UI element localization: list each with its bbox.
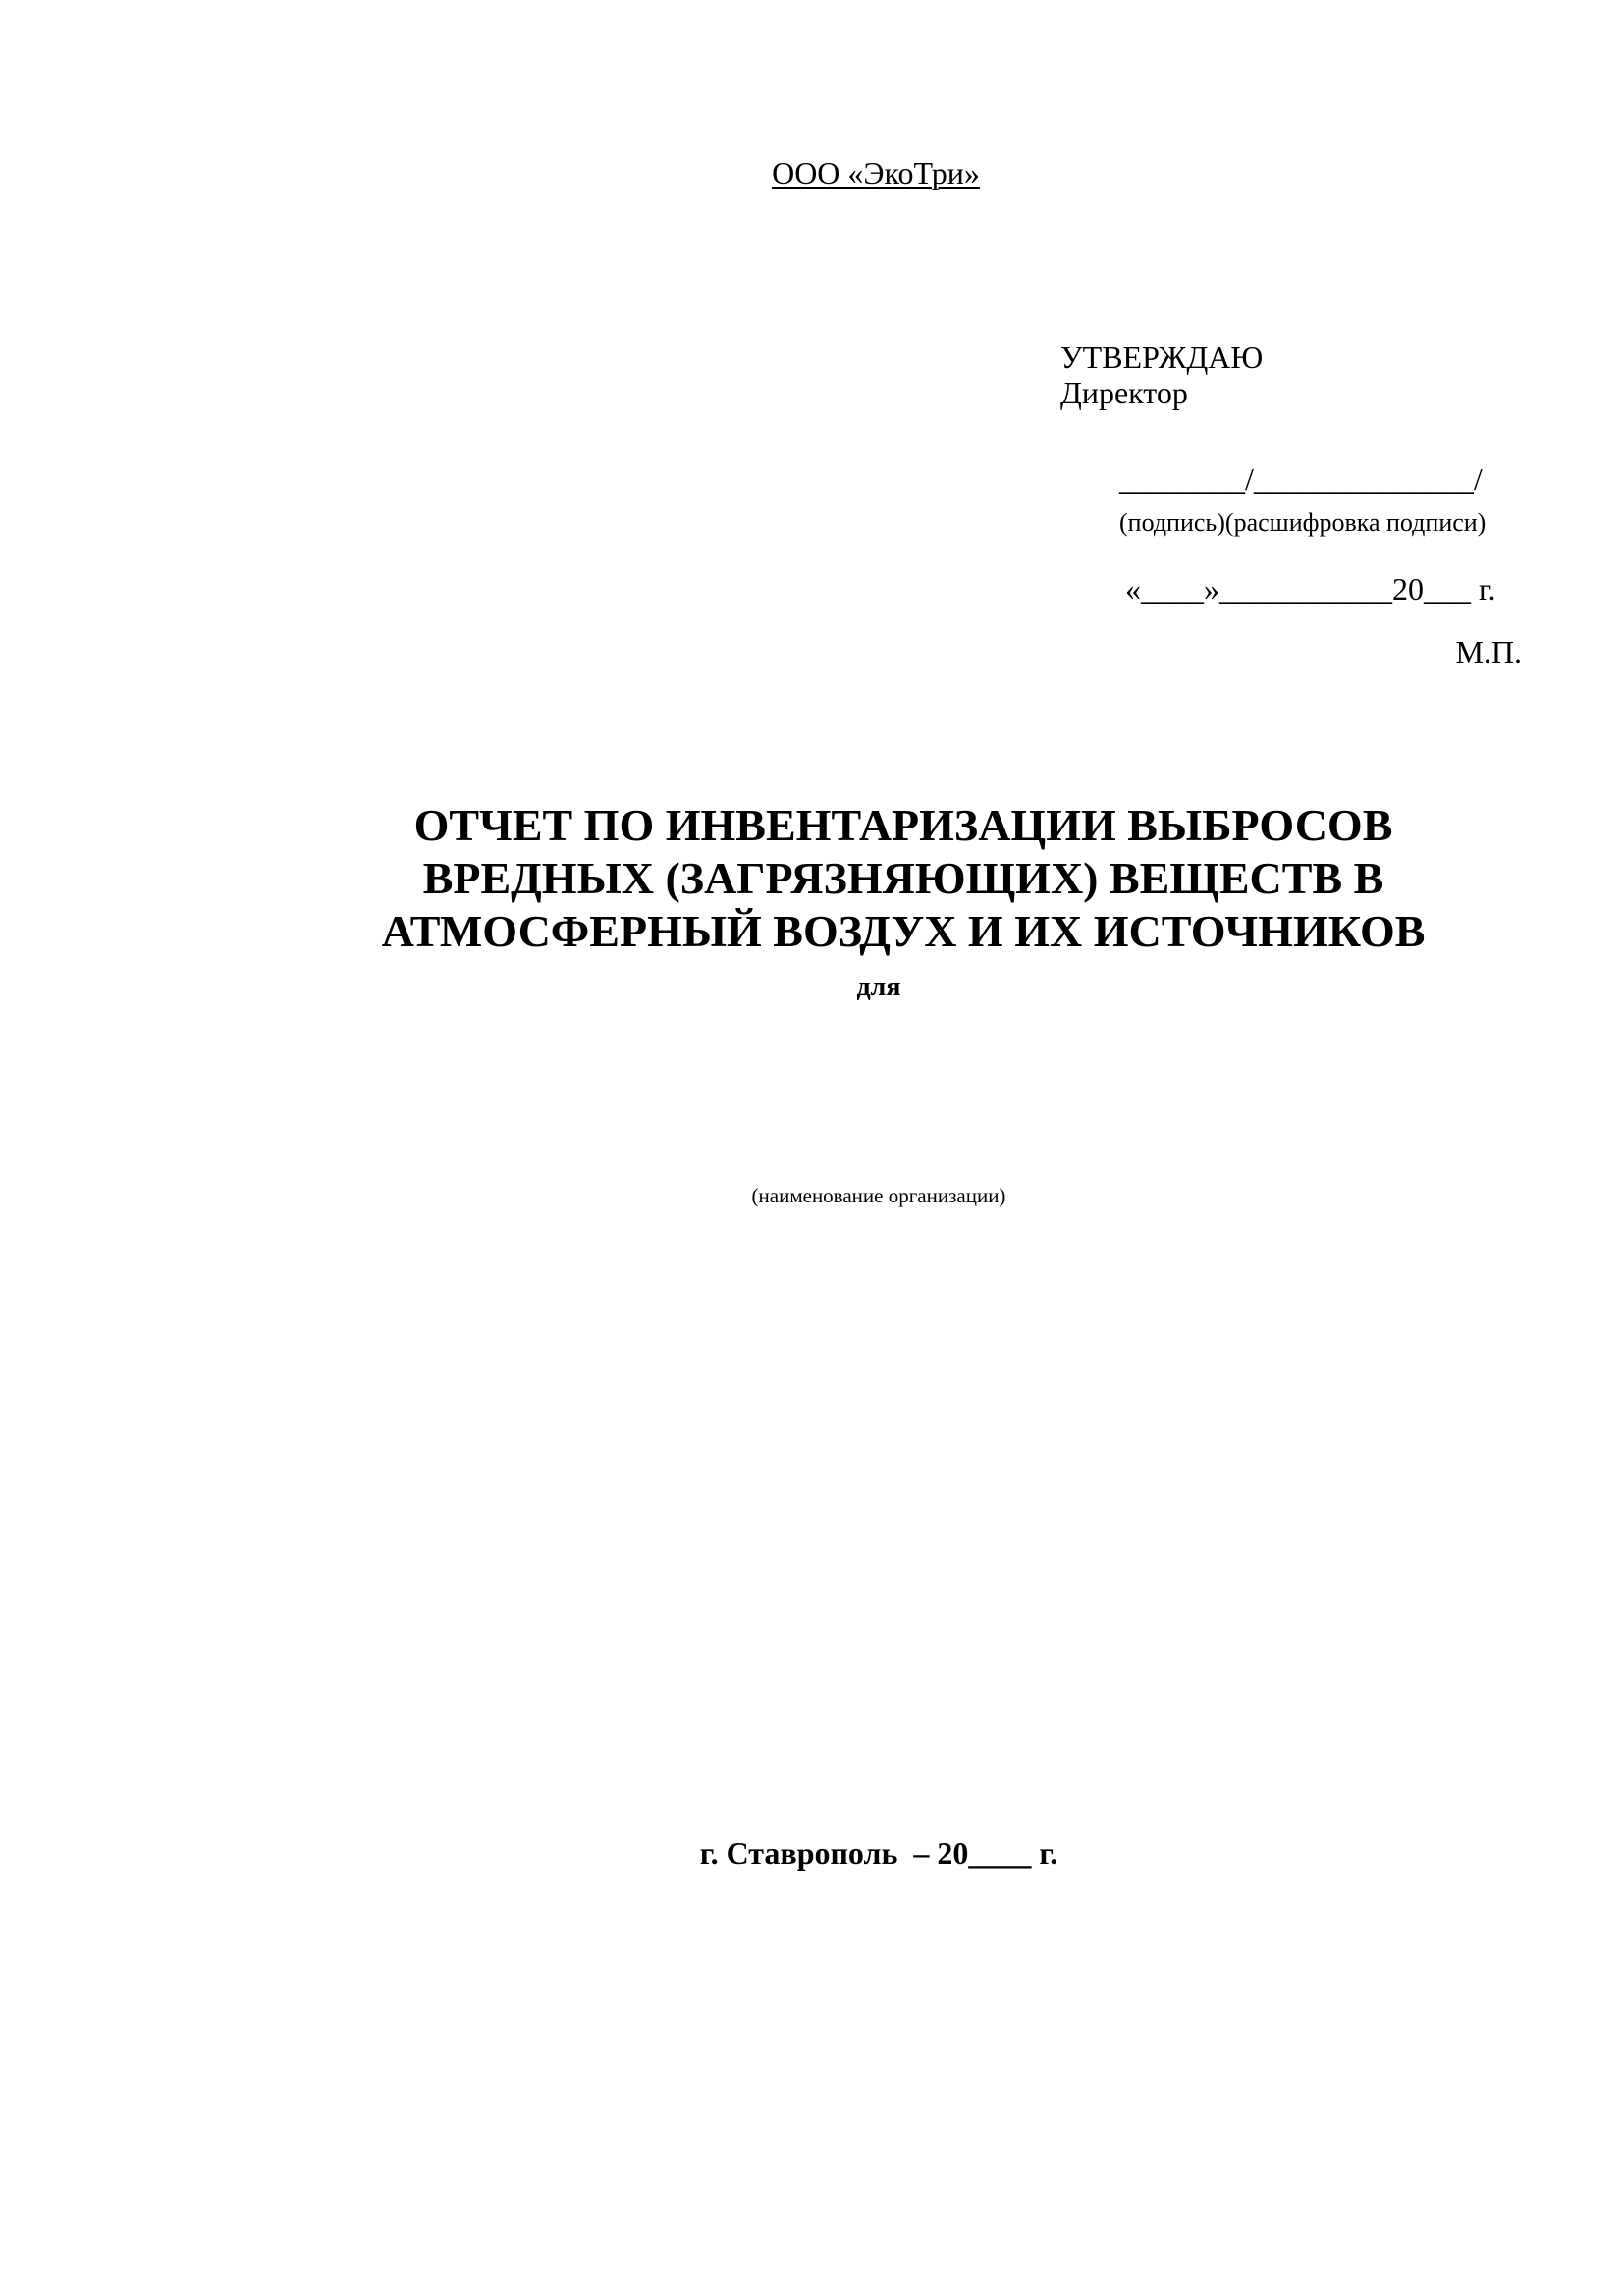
signature-caption: (подпись)(расшифровка подписи) xyxy=(1119,508,1487,537)
title-line: ВРЕДНЫХ (ЗАГРЯЗНЯЮЩИХ) ВЕЩЕСТВ В xyxy=(422,853,1384,903)
city-year-line: г. Ставрополь – 20____ г. xyxy=(699,1836,1058,1871)
organization-name: ООО «ЭкоТри» xyxy=(772,155,980,190)
signature-line: ________/______________/ xyxy=(1119,461,1483,497)
organization-name-caption: (наименование организации) xyxy=(751,1184,1006,1207)
approval-block xyxy=(1060,340,1263,410)
document-title xyxy=(373,799,1434,958)
for-label: для xyxy=(856,972,901,1002)
title-line: АТМОСФЕРНЫЙ ВОЗДУХ И ИХ ИСТОЧНИКОВ xyxy=(381,906,1426,956)
title-line: ОТЧЕТ ПО ИНВЕНТАРИЗАЦИИ ВЫБРОСОВ xyxy=(413,800,1393,850)
approve-heading: УТВЕРЖДАЮ xyxy=(1060,340,1264,375)
approval-date-line: «____»___________20___ г. xyxy=(1125,571,1496,607)
stamp-place: М.П. xyxy=(1455,634,1522,669)
approver-position: Директор xyxy=(1060,375,1188,410)
